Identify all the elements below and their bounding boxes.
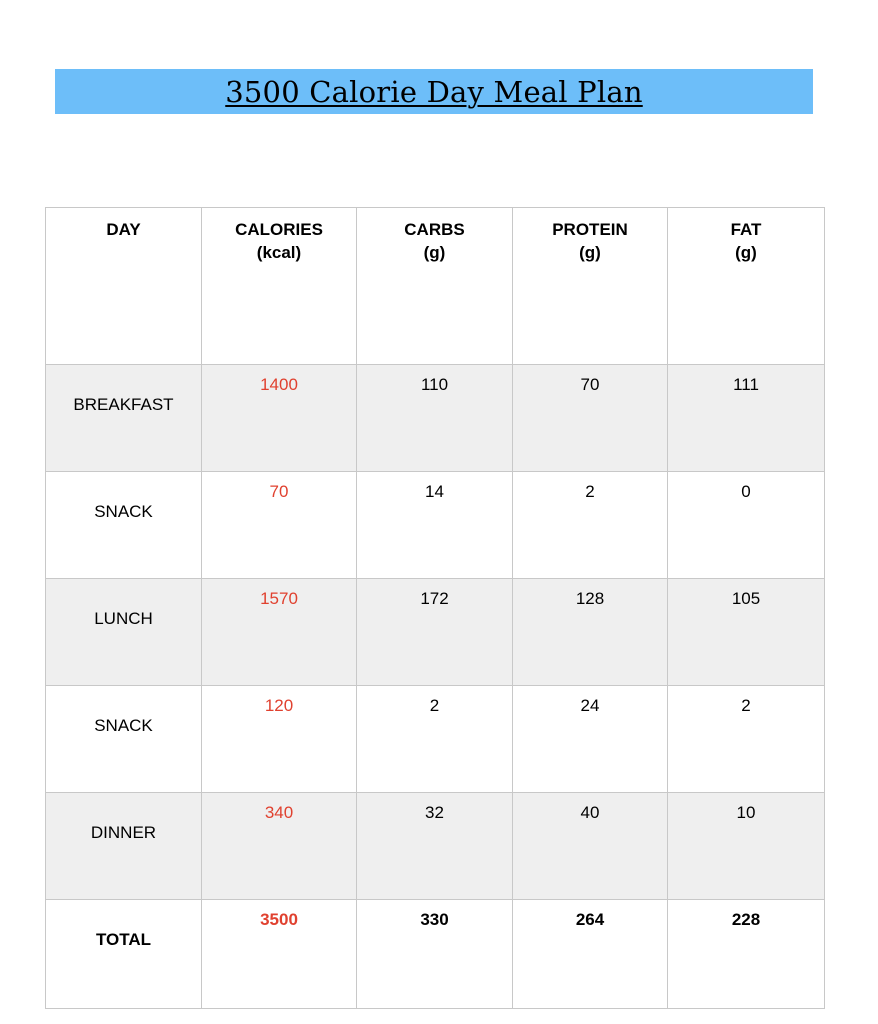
header-protein-label: PROTEIN [552, 220, 628, 239]
calories-value: 340 [264, 803, 294, 822]
header-protein [513, 208, 668, 365]
carbs-cell [357, 472, 513, 579]
header-carbs-label: CARBS [404, 220, 465, 239]
day-label: DINNER [90, 823, 157, 842]
carbs-value: 14 [425, 482, 444, 501]
protein-cell [513, 365, 668, 472]
fat-value: 105 [731, 589, 761, 608]
total-fat-cell [668, 900, 825, 1009]
protein-value: 24 [580, 696, 600, 715]
fat-value: 2 [741, 696, 751, 715]
fat-value: 10 [736, 803, 756, 822]
header-day [46, 208, 202, 365]
carbs-cell [357, 579, 513, 686]
total-calories-cell [202, 900, 357, 1009]
calories-value: 1570 [260, 589, 298, 608]
header-day-label: DAY [106, 220, 141, 239]
fat-cell [668, 365, 825, 472]
protein-cell [513, 686, 668, 793]
fat-cell [668, 472, 825, 579]
protein-value: 40 [580, 803, 600, 822]
header-calories-label: CALORIES [235, 220, 323, 239]
day-cell [46, 686, 202, 793]
fat-cell [668, 579, 825, 686]
carbs-value: 32 [425, 803, 444, 822]
table-row-breakfast [46, 365, 825, 472]
calories-value: 70 [269, 482, 289, 501]
protein-value: 2 [585, 482, 595, 501]
day-label: SNACK [94, 502, 153, 521]
day-label: BREAKFAST [73, 395, 174, 414]
protein-cell [513, 793, 668, 900]
carbs-cell [357, 365, 513, 472]
day-cell [46, 472, 202, 579]
protein-cell [513, 579, 668, 686]
table-header-row [46, 208, 825, 365]
day-cell [46, 579, 202, 686]
total-protein-value: 264 [575, 910, 605, 929]
day-cell [46, 365, 202, 472]
carbs-cell [357, 793, 513, 900]
page-title: 3500 Calorie Day Meal Plan [225, 74, 643, 109]
calories-cell [202, 579, 357, 686]
fat-value: 111 [733, 375, 759, 394]
header-protein-unit: (g) [579, 243, 601, 262]
carbs-value: 172 [420, 589, 449, 608]
day-cell [46, 793, 202, 900]
meal-plan-table [45, 207, 825, 1009]
protein-value: 70 [580, 375, 600, 394]
table-row-snack-1 [46, 472, 825, 579]
fat-cell [668, 686, 825, 793]
total-day-cell [46, 900, 202, 1009]
calories-cell [202, 793, 357, 900]
calories-value: 1400 [260, 375, 298, 394]
title-banner [55, 69, 813, 114]
calories-cell [202, 365, 357, 472]
header-calories-unit: (kcal) [256, 243, 302, 262]
calories-cell [202, 686, 357, 793]
fat-cell [668, 793, 825, 900]
table-row-snack-2 [46, 686, 825, 793]
day-label: SNACK [94, 716, 153, 735]
table-row-dinner [46, 793, 825, 900]
total-label: TOTAL [95, 930, 152, 949]
total-fat-value: 228 [731, 910, 761, 929]
table-row-lunch [46, 579, 825, 686]
fat-value: 0 [741, 482, 751, 501]
calories-cell [202, 472, 357, 579]
table-row-total [46, 900, 825, 1009]
header-carbs-unit: (g) [423, 243, 446, 262]
total-carbs-cell [357, 900, 513, 1009]
protein-cell [513, 472, 668, 579]
calories-value: 120 [264, 696, 294, 715]
header-fat-label: FAT [730, 220, 762, 239]
carbs-cell [357, 686, 513, 793]
day-label: LUNCH [94, 609, 153, 628]
protein-value: 128 [575, 589, 605, 608]
header-fat-unit: (g) [735, 243, 757, 262]
header-carbs [357, 208, 513, 365]
header-calories [202, 208, 357, 365]
carbs-value: 2 [429, 696, 440, 715]
total-protein-cell [513, 900, 668, 1009]
carbs-value: 110 [420, 375, 449, 394]
total-carbs-value: 330 [420, 910, 449, 929]
total-calories-value: 3500 [260, 910, 298, 929]
header-fat [668, 208, 825, 365]
